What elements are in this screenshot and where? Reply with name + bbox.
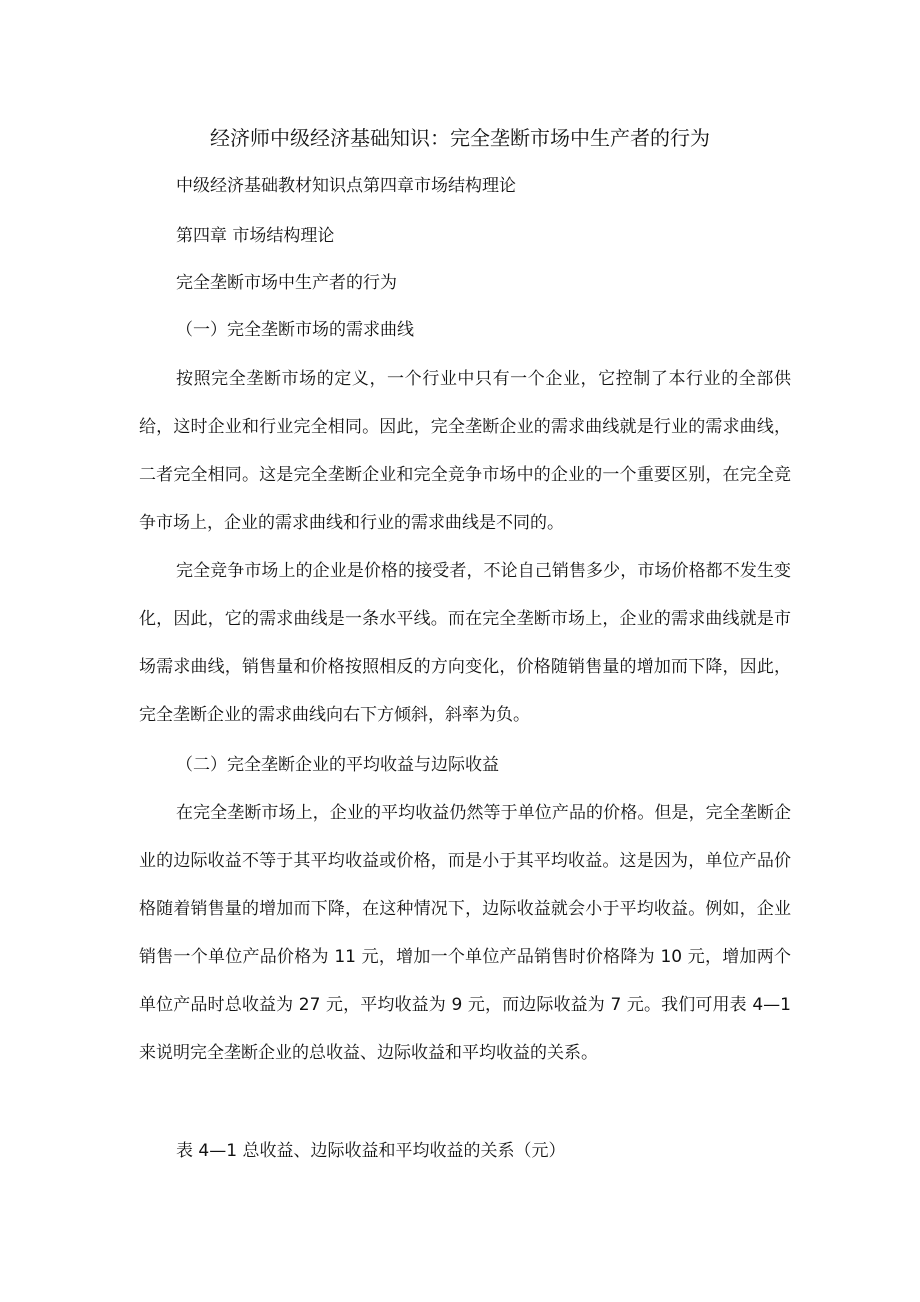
table-caption: 表 4—1 总收益、边际收益和平均收益的关系（元） [176, 1141, 566, 1161]
paragraph-revenue-explanation: 在完全垄断市场上，企业的平均收益仍然等于单位产品的价格。但是，完全垄断企业的边际收益不等于其平均收益或价格，而是小于其平均收益。这是因为，单位产品价格随着销售量的增加而下降，在这种情况下，边际收益就会小于平均收益。例如，企业销售一个单位产品价格为 11 元，增加一个单位产品销售时价格降为 10 元，增加两个单位产品时总收益为 27 元，平均收益为 9 元，而边际收益为 7 元。我们可用表 4—1 来说明完全垄断企业的总收益、边际收益和平均收益的关系。 [139, 803, 791, 1063]
chapter-heading: 第四章 市场结构理论 [176, 226, 335, 246]
paragraph-demand-curve-definition: 按照完全垄断市场的定义，一个行业中只有一个企业，它控制了本行业的全部供给，这时企业和行业完全相同。因此，完全垄断企业的需求曲线就是行业的需求曲线，二者完全相同。这是完全垄断企业和完全竞争市场中的企业的一个重要区别，在完全竞争市场上，企业的需求曲线和行业的需求曲线是不同的。 [139, 369, 791, 533]
document-title: 经济师中级经济基础知识：完全垄断市场中生产者的行为 [210, 126, 710, 150]
subtitle: 中级经济基础教材知识点第四章市场结构理论 [176, 176, 516, 196]
section-heading-revenue: （二）完全垄断企业的平均收益与边际收益 [176, 755, 499, 775]
paragraph-demand-curve-comparison: 完全竞争市场上的企业是价格的接受者，不论自己销售多少，市场价格都不发生变化，因此，它的需求曲线是一条水平线。而在完全垄断市场上，企业的需求曲线就是市场需求曲线，销售量和价格按照相反的方向变化，价格随销售量的增加而下降，因此，完全垄断企业的需求曲线向右下方倾斜，斜率为负。 [139, 561, 791, 725]
section-heading-demand-curve: （一）完全垄断市场的需求曲线 [176, 320, 414, 340]
topic-heading: 完全垄断市场中生产者的行为 [176, 273, 397, 293]
